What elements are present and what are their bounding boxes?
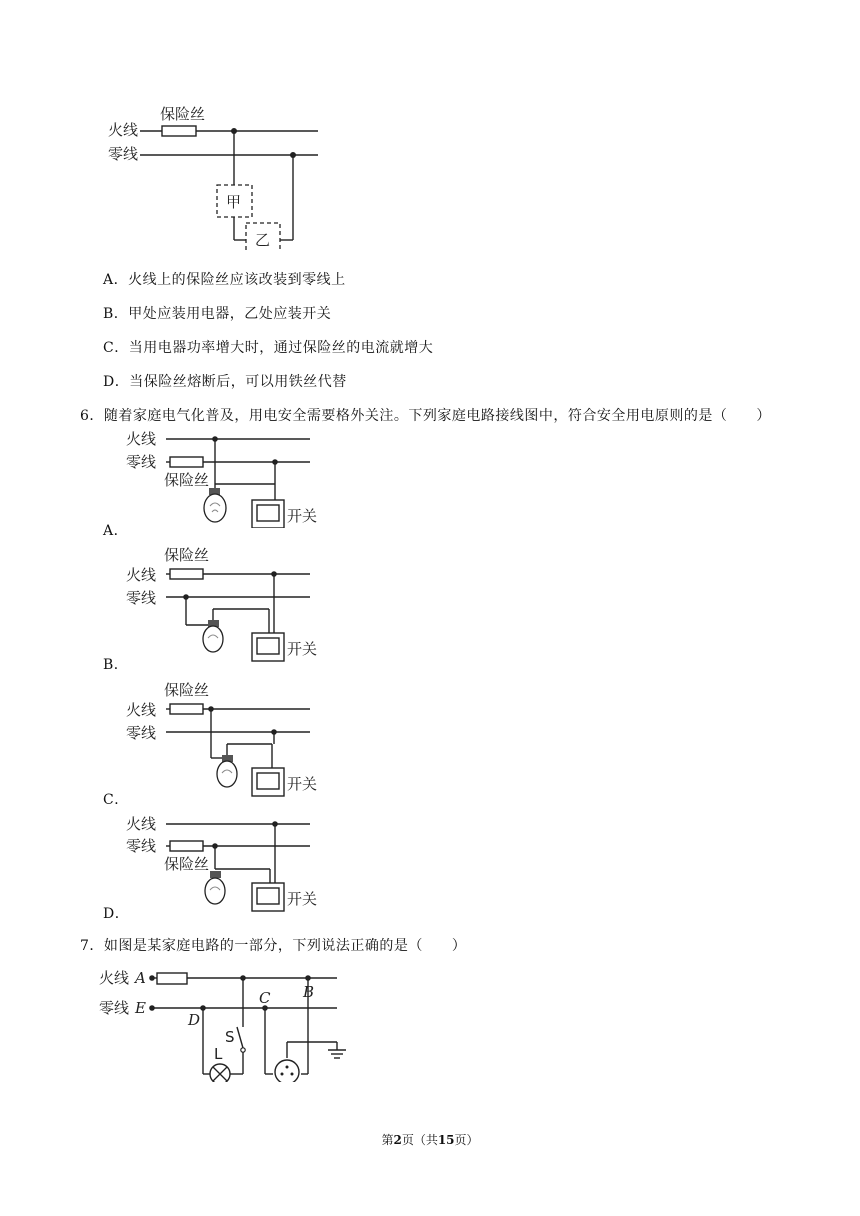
page-footer	[0, 1131, 860, 1148]
q5-option-d[interactable]: D．当保险丝熔断后，可以用铁丝代替	[103, 374, 347, 390]
q6d-fuse-label: 保险丝	[164, 855, 210, 873]
fig5-neutral-label: 零线	[108, 145, 139, 163]
fig5-fuse	[162, 126, 196, 136]
fig5-live-label: 火线	[108, 121, 139, 139]
q6-option-d-label[interactable]: D．	[103, 906, 130, 922]
q6b-neutral-label: 零线	[126, 589, 157, 607]
q6a-switch-label: 开关	[287, 507, 318, 525]
q7-point-b: B	[303, 983, 315, 1001]
q6-option-a-figure[interactable]	[120, 428, 340, 528]
q7-point-e: E	[135, 999, 146, 1017]
footer-middle: 页（共	[401, 1133, 438, 1147]
footer-suffix: 页）	[454, 1133, 479, 1147]
q5-circuit-figure	[100, 100, 340, 250]
q6c-neutral-label: 零线	[126, 724, 157, 742]
q6a-fuse-label: 保险丝	[164, 471, 210, 489]
q5-option-a[interactable]: A．火线上的保险丝应该改装到零线上	[103, 272, 346, 288]
q6d-switch-label: 开关	[287, 890, 318, 908]
q7-switch-s: S	[225, 1028, 235, 1046]
q6d-live-label: 火线	[126, 815, 157, 833]
q5-option-c[interactable]: C．当用电器功率增大时，通过保险丝的电流就增大	[103, 340, 434, 356]
q6-option-b-label[interactable]: B．	[103, 657, 129, 673]
q6-option-a-label[interactable]: A．	[103, 523, 129, 539]
q6d-neutral-label: 零线	[126, 837, 157, 855]
q6c-switch-label: 开关	[287, 775, 318, 793]
q7-socket	[275, 1060, 299, 1082]
q6-option-d-figure[interactable]	[120, 813, 340, 913]
q7-point-c: C	[259, 989, 271, 1007]
fig5-fuse-label: 保险丝	[160, 105, 206, 123]
q7-point-a: A	[135, 969, 146, 987]
q6b-switch-label: 开关	[287, 640, 318, 658]
q7-neutral-label: 零线	[99, 999, 130, 1017]
q7-circuit-figure	[95, 962, 365, 1082]
footer-total-pages: 15	[437, 1133, 455, 1147]
footer-prefix: 第	[381, 1133, 394, 1147]
q6a-neutral-label: 零线	[126, 453, 157, 471]
q7-stem: 7．如图是某家庭电路的一部分，下列说法正确的是（ ）	[80, 938, 467, 954]
q6-option-c-label[interactable]: C．	[103, 792, 129, 808]
q7-point-d: D	[188, 1011, 201, 1029]
q6b-live-label: 火线	[126, 566, 157, 584]
q7-live-label: 火线	[99, 969, 130, 987]
q7-lamp-l: L	[214, 1045, 223, 1063]
q6c-fuse-label: 保险丝	[164, 681, 210, 699]
q6-option-c-figure[interactable]	[120, 678, 340, 798]
q6a-live-label: 火线	[126, 430, 157, 448]
fig5-jia-label: 甲	[226, 193, 242, 211]
q6-stem: 6．随着家庭电气化普及，用电安全需要格外关注。下列家庭电路接线图中，符合安全用电原则的是（ ）	[80, 408, 771, 424]
q7-lamp	[210, 1064, 230, 1082]
q6-option-b-figure[interactable]	[120, 543, 340, 663]
footer-page-number: 2	[393, 1133, 402, 1147]
q5-option-b[interactable]: B．甲处应装用电器，乙处应装开关	[103, 306, 332, 322]
q6b-fuse-label: 保险丝	[164, 546, 210, 564]
q6c-live-label: 火线	[126, 701, 157, 719]
fig5-yi-label: 乙	[255, 231, 271, 249]
